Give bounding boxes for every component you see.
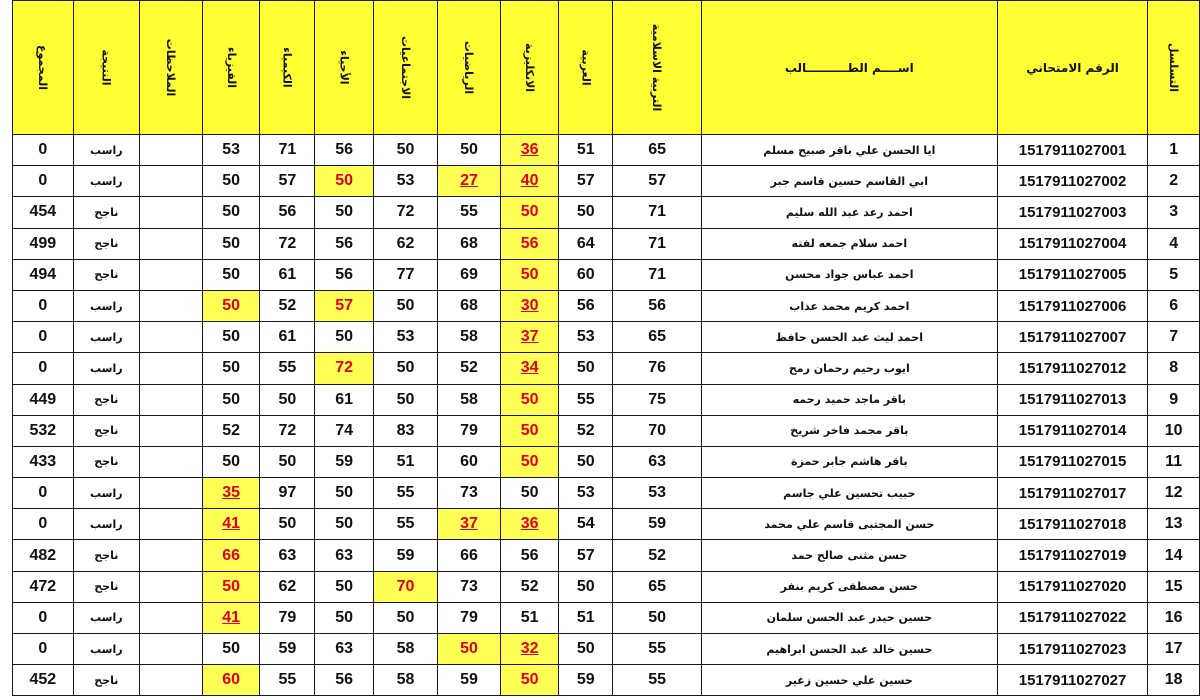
cell-chemistry: 59: [260, 634, 315, 665]
cell-arabic: 50: [559, 571, 613, 602]
cell-total: 0: [13, 166, 74, 197]
cell-islamic: 65: [613, 135, 701, 166]
cell-notes: [139, 665, 202, 696]
cell-chemistry: 61: [260, 259, 315, 290]
cell-exam: 1517911027022: [997, 602, 1147, 633]
cell-social: 55: [373, 509, 437, 540]
cell-result: ناجح: [73, 228, 139, 259]
cell-islamic: 53: [613, 478, 701, 509]
cell-serial: 12: [1148, 478, 1200, 509]
cell-islamic: 76: [613, 353, 701, 384]
cell-result: ناجح: [73, 665, 139, 696]
cell-english: 34: [501, 353, 559, 384]
cell-result: راسب: [73, 509, 139, 540]
table-row: [13, 415, 1200, 446]
cell-social: 55: [373, 478, 437, 509]
cell-name: احمد عباس جواد محسن: [701, 259, 997, 290]
table-row: [13, 602, 1200, 633]
cell-result: راسب: [73, 322, 139, 353]
cell-social: 50: [373, 290, 437, 321]
cell-serial: 18: [1148, 665, 1200, 696]
cell-biology: 57: [315, 290, 374, 321]
cell-english: 40: [501, 166, 559, 197]
table-row: [13, 322, 1200, 353]
cell-result: ناجح: [73, 384, 139, 415]
cell-notes: [139, 322, 202, 353]
cell-total: 0: [13, 509, 74, 540]
cell-total: 452: [13, 665, 74, 696]
cell-total: 494: [13, 259, 74, 290]
cell-physics: 60: [202, 665, 259, 696]
cell-arabic: 57: [559, 540, 613, 571]
cell-total: 433: [13, 446, 74, 477]
cell-notes: [139, 384, 202, 415]
cell-english: 36: [501, 509, 559, 540]
cell-notes: [139, 228, 202, 259]
cell-biology: 61: [315, 384, 374, 415]
cell-chemistry: 63: [260, 540, 315, 571]
cell-islamic: 63: [613, 446, 701, 477]
table-row: [13, 197, 1200, 228]
cell-math: 73: [438, 478, 501, 509]
cell-chemistry: 55: [260, 665, 315, 696]
cell-result: راسب: [73, 634, 139, 665]
cell-name: احمد ليث عبد الحسن حافظ: [701, 322, 997, 353]
cell-total: 472: [13, 571, 74, 602]
header-chemistry: الكيمياء: [260, 1, 315, 135]
cell-islamic: 75: [613, 384, 701, 415]
cell-math: 37: [438, 509, 501, 540]
cell-physics: 41: [202, 602, 259, 633]
cell-islamic: 59: [613, 509, 701, 540]
header-social: الاجتماعيات: [373, 1, 437, 135]
cell-chemistry: 79: [260, 602, 315, 633]
cell-physics: 52: [202, 415, 259, 446]
header-physics: الفيزياء: [202, 1, 259, 135]
cell-exam: 1517911027013: [997, 384, 1147, 415]
cell-arabic: 55: [559, 384, 613, 415]
cell-exam: 1517911027012: [997, 353, 1147, 384]
cell-serial: 13: [1148, 509, 1200, 540]
cell-arabic: 50: [559, 634, 613, 665]
cell-exam: 1517911027005: [997, 259, 1147, 290]
cell-serial: 9: [1148, 384, 1200, 415]
cell-serial: 7: [1148, 322, 1200, 353]
cell-notes: [139, 509, 202, 540]
cell-physics: 35: [202, 478, 259, 509]
cell-islamic: 50: [613, 602, 701, 633]
cell-exam: 1517911027018: [997, 509, 1147, 540]
cell-math: 50: [438, 634, 501, 665]
cell-biology: 50: [315, 478, 374, 509]
table-row: [13, 353, 1200, 384]
cell-total: 499: [13, 228, 74, 259]
cell-english: 50: [501, 478, 559, 509]
cell-result: ناجح: [73, 540, 139, 571]
cell-notes: [139, 571, 202, 602]
cell-name: احمد كريم محمد عذاب: [701, 290, 997, 321]
cell-chemistry: 61: [260, 322, 315, 353]
cell-exam: 1517911027015: [997, 446, 1147, 477]
cell-serial: 8: [1148, 353, 1200, 384]
cell-name: حسن المجتبى قاسم علي محمد: [701, 509, 997, 540]
cell-result: راسب: [73, 478, 139, 509]
cell-result: راسب: [73, 353, 139, 384]
cell-result: ناجح: [73, 259, 139, 290]
table-row: [13, 665, 1200, 696]
header-name: اســــم الطــــــــــالب: [701, 1, 997, 135]
cell-total: 0: [13, 634, 74, 665]
cell-total: 0: [13, 602, 74, 633]
cell-biology: 56: [315, 228, 374, 259]
cell-english: 51: [501, 602, 559, 633]
cell-social: 53: [373, 166, 437, 197]
cell-biology: 59: [315, 446, 374, 477]
cell-english: 30: [501, 290, 559, 321]
cell-arabic: 50: [559, 353, 613, 384]
cell-chemistry: 50: [260, 509, 315, 540]
cell-arabic: 56: [559, 290, 613, 321]
cell-result: راسب: [73, 166, 139, 197]
cell-physics: 50: [202, 384, 259, 415]
cell-notes: [139, 602, 202, 633]
cell-biology: 63: [315, 540, 374, 571]
cell-math: 68: [438, 228, 501, 259]
cell-english: 50: [501, 665, 559, 696]
header-english: الانكليزية: [501, 1, 559, 135]
cell-arabic: 53: [559, 478, 613, 509]
cell-biology: 50: [315, 602, 374, 633]
cell-english: 56: [501, 228, 559, 259]
cell-math: 52: [438, 353, 501, 384]
cell-total: 532: [13, 415, 74, 446]
cell-english: 50: [501, 197, 559, 228]
cell-arabic: 64: [559, 228, 613, 259]
cell-exam: 1517911027004: [997, 228, 1147, 259]
cell-chemistry: 57: [260, 166, 315, 197]
cell-exam: 1517911027014: [997, 415, 1147, 446]
cell-total: 449: [13, 384, 74, 415]
cell-serial: 15: [1148, 571, 1200, 602]
cell-biology: 50: [315, 509, 374, 540]
cell-arabic: 54: [559, 509, 613, 540]
cell-islamic: 57: [613, 166, 701, 197]
cell-math: 79: [438, 602, 501, 633]
cell-chemistry: 71: [260, 135, 315, 166]
table-row: [13, 446, 1200, 477]
header-islamic: التربية الاسلامية: [613, 1, 701, 135]
cell-math: 66: [438, 540, 501, 571]
cell-chemistry: 50: [260, 384, 315, 415]
cell-exam: 1517911027017: [997, 478, 1147, 509]
cell-biology: 56: [315, 259, 374, 290]
cell-notes: [139, 290, 202, 321]
cell-arabic: 52: [559, 415, 613, 446]
cell-physics: 50: [202, 634, 259, 665]
cell-islamic: 71: [613, 228, 701, 259]
cell-arabic: 60: [559, 259, 613, 290]
cell-chemistry: 55: [260, 353, 315, 384]
cell-serial: 6: [1148, 290, 1200, 321]
cell-serial: 3: [1148, 197, 1200, 228]
cell-math: 73: [438, 571, 501, 602]
cell-chemistry: 50: [260, 446, 315, 477]
table-row: [13, 509, 1200, 540]
cell-name: باقر ماجد حميد رحمه: [701, 384, 997, 415]
cell-notes: [139, 259, 202, 290]
cell-biology: 56: [315, 135, 374, 166]
cell-math: 60: [438, 446, 501, 477]
cell-serial: 5: [1148, 259, 1200, 290]
table-row: [13, 166, 1200, 197]
cell-exam: 1517911027001: [997, 135, 1147, 166]
cell-social: 83: [373, 415, 437, 446]
cell-exam: 1517911027027: [997, 665, 1147, 696]
results-body: [13, 135, 1200, 696]
table-row: [13, 259, 1200, 290]
cell-math: 68: [438, 290, 501, 321]
table-row: [13, 571, 1200, 602]
cell-english: 50: [501, 446, 559, 477]
cell-islamic: 56: [613, 290, 701, 321]
cell-islamic: 55: [613, 665, 701, 696]
cell-notes: [139, 634, 202, 665]
cell-social: 58: [373, 665, 437, 696]
header-biology: الأحياء: [315, 1, 374, 135]
cell-arabic: 57: [559, 166, 613, 197]
cell-math: 79: [438, 415, 501, 446]
cell-physics: 50: [202, 197, 259, 228]
cell-total: 0: [13, 290, 74, 321]
cell-name: ايا الحسن علي باقر صبيح مسلم: [701, 135, 997, 166]
cell-physics: 50: [202, 259, 259, 290]
cell-islamic: 55: [613, 634, 701, 665]
cell-biology: 50: [315, 322, 374, 353]
header-exam-number: الرقم الامتحاني: [997, 1, 1147, 135]
header-arabic: العربية: [559, 1, 613, 135]
cell-serial: 17: [1148, 634, 1200, 665]
cell-math: 27: [438, 166, 501, 197]
cell-name: حسن مصطفى كريم بنفر: [701, 571, 997, 602]
header-serial: التسلسل: [1148, 1, 1200, 135]
cell-arabic: 50: [559, 197, 613, 228]
cell-arabic: 59: [559, 665, 613, 696]
cell-social: 50: [373, 135, 437, 166]
cell-math: 50: [438, 135, 501, 166]
cell-social: 51: [373, 446, 437, 477]
cell-result: راسب: [73, 602, 139, 633]
cell-biology: 50: [315, 571, 374, 602]
cell-name: حسين علي حسين زغير: [701, 665, 997, 696]
cell-total: 0: [13, 478, 74, 509]
cell-name: حسن مثنى صالح حمد: [701, 540, 997, 571]
cell-chemistry: 72: [260, 415, 315, 446]
table-row: [13, 290, 1200, 321]
cell-english: 50: [501, 384, 559, 415]
cell-name: احمد رعد عبد الله سليم: [701, 197, 997, 228]
cell-name: احمد سلام جمعه لفته: [701, 228, 997, 259]
cell-english: 36: [501, 135, 559, 166]
cell-notes: [139, 353, 202, 384]
cell-social: 70: [373, 571, 437, 602]
cell-arabic: 53: [559, 322, 613, 353]
cell-notes: [139, 540, 202, 571]
cell-biology: 63: [315, 634, 374, 665]
cell-name: حسين حيدر عبد الحسن سلمان: [701, 602, 997, 633]
cell-result: ناجح: [73, 446, 139, 477]
table-row: [13, 634, 1200, 665]
cell-serial: 10: [1148, 415, 1200, 446]
cell-islamic: 65: [613, 322, 701, 353]
cell-chemistry: 52: [260, 290, 315, 321]
cell-physics: 53: [202, 135, 259, 166]
header-math: الرياضيات: [438, 1, 501, 135]
cell-total: 0: [13, 353, 74, 384]
cell-exam: 1517911027019: [997, 540, 1147, 571]
cell-total: 454: [13, 197, 74, 228]
cell-serial: 4: [1148, 228, 1200, 259]
cell-name: ايوب رحيم رحمان رمح: [701, 353, 997, 384]
cell-physics: 50: [202, 166, 259, 197]
cell-serial: 11: [1148, 446, 1200, 477]
cell-notes: [139, 415, 202, 446]
cell-social: 50: [373, 353, 437, 384]
cell-physics: 50: [202, 322, 259, 353]
cell-social: 72: [373, 197, 437, 228]
cell-biology: 56: [315, 665, 374, 696]
cell-total: 0: [13, 135, 74, 166]
cell-social: 50: [373, 602, 437, 633]
cell-physics: 50: [202, 571, 259, 602]
cell-math: 58: [438, 384, 501, 415]
cell-chemistry: 72: [260, 228, 315, 259]
cell-islamic: 71: [613, 259, 701, 290]
cell-math: 58: [438, 322, 501, 353]
cell-arabic: 50: [559, 446, 613, 477]
cell-notes: [139, 166, 202, 197]
cell-result: راسب: [73, 135, 139, 166]
cell-name: باقر هاشم جابر حمزة: [701, 446, 997, 477]
table-row: [13, 135, 1200, 166]
cell-math: 69: [438, 259, 501, 290]
cell-physics: 50: [202, 228, 259, 259]
cell-exam: 1517911027007: [997, 322, 1147, 353]
cell-islamic: 71: [613, 197, 701, 228]
cell-serial: 16: [1148, 602, 1200, 633]
header-total: المجموع: [13, 1, 74, 135]
cell-english: 50: [501, 259, 559, 290]
cell-math: 55: [438, 197, 501, 228]
cell-biology: 74: [315, 415, 374, 446]
cell-social: 53: [373, 322, 437, 353]
cell-social: 58: [373, 634, 437, 665]
table-row: [13, 384, 1200, 415]
header-notes: الملاحظات: [139, 1, 202, 135]
table-row: [13, 228, 1200, 259]
cell-physics: 50: [202, 353, 259, 384]
cell-exam: 1517911027023: [997, 634, 1147, 665]
cell-physics: 66: [202, 540, 259, 571]
cell-total: 0: [13, 322, 74, 353]
cell-social: 59: [373, 540, 437, 571]
cell-serial: 2: [1148, 166, 1200, 197]
cell-english: 32: [501, 634, 559, 665]
cell-math: 59: [438, 665, 501, 696]
cell-physics: 50: [202, 290, 259, 321]
cell-notes: [139, 135, 202, 166]
cell-result: ناجح: [73, 197, 139, 228]
cell-physics: 41: [202, 509, 259, 540]
cell-biology: 50: [315, 197, 374, 228]
cell-social: 62: [373, 228, 437, 259]
cell-chemistry: 97: [260, 478, 315, 509]
header-result: النتيجة: [73, 1, 139, 135]
header-row: [13, 1, 1200, 135]
cell-exam: 1517911027002: [997, 166, 1147, 197]
cell-biology: 72: [315, 353, 374, 384]
cell-name: حسين خالد عبد الحسن ابراهيم: [701, 634, 997, 665]
cell-english: 56: [501, 540, 559, 571]
cell-notes: [139, 478, 202, 509]
cell-notes: [139, 446, 202, 477]
cell-chemistry: 56: [260, 197, 315, 228]
cell-english: 37: [501, 322, 559, 353]
cell-chemistry: 62: [260, 571, 315, 602]
cell-arabic: 51: [559, 602, 613, 633]
cell-serial: 1: [1148, 135, 1200, 166]
cell-physics: 50: [202, 446, 259, 477]
cell-name: باقر محمد فاخر شريخ: [701, 415, 997, 446]
table-row: [13, 540, 1200, 571]
cell-islamic: 70: [613, 415, 701, 446]
cell-english: 50: [501, 415, 559, 446]
cell-result: راسب: [73, 290, 139, 321]
cell-serial: 14: [1148, 540, 1200, 571]
cell-result: ناجح: [73, 415, 139, 446]
cell-social: 50: [373, 384, 437, 415]
cell-social: 77: [373, 259, 437, 290]
table-row: [13, 478, 1200, 509]
cell-result: ناجح: [73, 571, 139, 602]
cell-arabic: 51: [559, 135, 613, 166]
cell-islamic: 65: [613, 571, 701, 602]
cell-exam: 1517911027020: [997, 571, 1147, 602]
cell-biology: 50: [315, 166, 374, 197]
cell-name: ابي القاسم حسين قاسم جبر: [701, 166, 997, 197]
cell-english: 52: [501, 571, 559, 602]
cell-total: 482: [13, 540, 74, 571]
cell-exam: 1517911027006: [997, 290, 1147, 321]
cell-exam: 1517911027003: [997, 197, 1147, 228]
cell-islamic: 52: [613, 540, 701, 571]
cell-name: حبيب تحسين علي جاسم: [701, 478, 997, 509]
results-table: [12, 0, 1200, 696]
cell-notes: [139, 197, 202, 228]
